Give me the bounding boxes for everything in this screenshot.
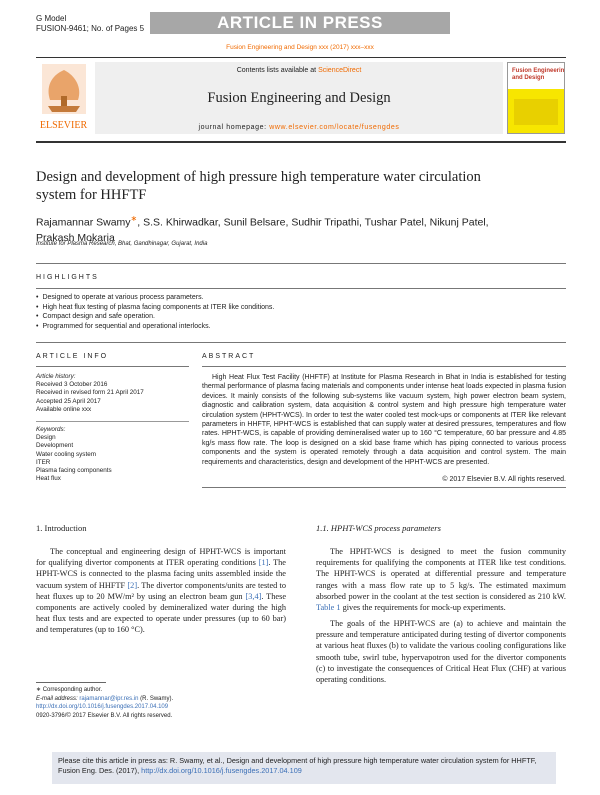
affiliation: Institute for Plasma Research, Bhat, Gandhinagar, Gujarat, India xyxy=(36,241,208,247)
journal-homepage xyxy=(95,124,503,131)
divider xyxy=(202,487,566,488)
list-item: • Compact design and safe operation. xyxy=(36,312,566,322)
corresponding-author-note: ∗ Corresponding author. xyxy=(36,687,103,693)
email-link[interactable]: rajamannar@ipr.res.in xyxy=(79,695,139,702)
article-history xyxy=(36,373,191,414)
article-in-press-banner: ARTICLE IN PRESS xyxy=(150,12,450,34)
abstract-text: High Heat Flux Test Facility (HHFTF) at Institute for Plasma Research in Bhat in India is established for testing thermal performance of plasma facing materials and components under intense heat loads expected in plasma fusion devices. It mainly consists of the following sub-systems like vacuum system, high power electron beam system, diagnostic and calibration system, data acquisition & control system and high pressure high temperature water circulation system (HPHT-WCS). In order to test the water cooled test mock-ups or components at ITER like relevant parameters in HHFTF, HPHT-WCS is established that can supply water at desired pressures, temperatures and flow rates. HPHT-WCS, is capable of providing demineralised water up to 160 °C temperature, 60 bar pressure and 4.85 kg/s mass flow rate. The loop is designed on a skid base frame which has piping connected to various process components and the system is operated remotely through a data acquisition and control system. The main requirements and characteristics, design and development of the HPHT-WCS are presented. xyxy=(202,374,566,466)
divider xyxy=(36,57,566,58)
history-item: Received 3 October 2016 xyxy=(36,381,108,389)
keywords xyxy=(36,426,191,483)
corresponding-mark[interactable]: ∗ xyxy=(130,214,138,223)
keyword: Plasma facing components xyxy=(36,467,112,475)
divider xyxy=(36,421,189,422)
divider xyxy=(36,342,566,343)
section-heading-introduction: 1. Introduction xyxy=(36,523,87,533)
process-paragraph-2: The goals of the HPHT-WCS are (a) to achieve and maintain the pressure and temperature anticipated during testing of divertor components at various heat fluxes (b) to validate the various cooling configurations like smooth tube, swirl tube, hypervapotron used for the divertor components (c) to investigate the consequences of Critical Heat Flux (CHF) at various operating conditions. xyxy=(316,619,566,685)
list-item: • Designed to operate at various process parameters. xyxy=(36,293,566,303)
divider xyxy=(36,288,566,289)
text-run: gives the requirements for mock-up experiments. xyxy=(340,603,506,613)
journal-reference[interactable]: Fusion Engineering and Design xxx (2017) xxx–xxx xyxy=(226,44,374,51)
email-label: E-mail address: xyxy=(36,695,78,702)
history-item: Accepted 25 April 2017 xyxy=(36,397,101,405)
article-info-heading: ARTICLE INFO xyxy=(36,353,109,360)
page-count: No. of Pages 5 xyxy=(91,24,145,33)
citation-link[interactable]: [3,4] xyxy=(245,591,262,601)
article-id: FUSION-9461; xyxy=(36,24,89,33)
citation-box xyxy=(52,752,556,784)
keyword: Design xyxy=(36,434,56,442)
section-heading-process-parameters: 1.1. HPHT-WCS process parameters xyxy=(316,523,441,533)
abstract-copyright: © 2017 Elsevier B.V. All rights reserved. xyxy=(442,476,566,483)
list-item: • High heat flux testing of plasma facing components at ITER like conditions. xyxy=(36,303,566,313)
text-run: . The HPHT-WCS is connected to the plasma facing units assembled inside the vacuum system of HHFTF xyxy=(36,558,286,590)
header-meta xyxy=(36,14,144,34)
abstract-heading: ABSTRACT xyxy=(202,353,256,360)
citation-doi-link[interactable]: http://dx.doi.org/10.1016/j.fusengdes.2017.04.109 xyxy=(141,766,302,775)
intro-paragraph xyxy=(36,546,286,636)
citation-link[interactable]: [2] xyxy=(127,580,138,590)
gmodel-label: G Model xyxy=(36,14,67,23)
divider xyxy=(202,366,566,367)
sciencedirect-link[interactable]: ScienceDirect xyxy=(318,67,362,74)
svg-text:Fusion Engineering and D: Fusion Engineering and Design xyxy=(512,68,564,81)
keyword: Development xyxy=(36,442,74,450)
footnote-divider xyxy=(36,682,106,683)
footnotes xyxy=(36,686,296,720)
citation-text: Please cite this article in press as: R. Swamy, et al., Design and development of high pressure high temperature water circulation system for HHFTF, Fusion Eng. Des. (2017), xyxy=(58,756,537,775)
doi-link[interactable]: http://dx.doi.org/10.1016/j.fusengdes.2017.04.109 xyxy=(36,704,169,710)
issn-line: 0920-3796/© 2017 Elsevier B.V. All rights reserved. xyxy=(36,712,173,719)
history-item: Available online xxx xyxy=(36,405,92,413)
list-item: • Programmed for sequential and operational interlocks. xyxy=(36,322,566,332)
highlights-list xyxy=(36,293,566,331)
article-title: Design and development of high pressure high temperature water circulation system for HHFTF xyxy=(36,169,481,203)
contents-line xyxy=(95,67,503,74)
keywords-label: Keywords: xyxy=(36,426,66,433)
coauthors: , S.S. Khirwadkar, Sunil Belsare, Sudhir Tripathi, Tushar Patel, Nikunj Patel, Prakash Mokaria xyxy=(36,216,489,244)
text-run: . These components are actively cooled by demineralized water during the high heat flux tests and are expected to operate under pressures (up to 60 bar) and temperatures (up to 160 °C). xyxy=(36,591,286,635)
homepage-label: journal homepage: xyxy=(198,124,267,131)
keyword: Heat flux xyxy=(36,475,61,483)
keyword: Water cooling system xyxy=(36,450,96,458)
highlights-heading: HIGHLIGHTS xyxy=(36,274,99,281)
first-author[interactable]: Rajamannar Swamy xyxy=(36,216,131,229)
homepage-link[interactable]: www.elsevier.com/locate/fusengdes xyxy=(269,124,400,131)
divider xyxy=(36,263,566,264)
journal-cover xyxy=(507,62,565,134)
text-run: The HPHT-WCS is designed to meet the fusion community requirements for qualifying the components at ITER like test conditions. The HPHT-WCS is operated at differential pressure and temperature ranges with a mass flow rate up to 5 kg/s. The estimated maximum absorbed power in the coolant at the test section is considered as 210 kW. xyxy=(316,547,566,601)
publisher-name: ELSEVIER xyxy=(39,120,88,131)
citation-link[interactable]: [1] xyxy=(258,558,269,568)
keyword: ITER xyxy=(36,458,51,466)
text-run: The conceptual and engineering design of HPHT-WCS is important for qualifying divertor components at ITER operating conditions xyxy=(36,547,286,568)
history-label: Article history: xyxy=(36,373,76,380)
masthead-divider xyxy=(36,141,566,143)
text-run: . The divertor components/units are tested to heat fluxes up to 20 MW/m² by using an electron beam gun xyxy=(36,580,286,601)
journal-title: Fusion Engineering and Design xyxy=(207,90,391,106)
contents-prefix: Contents lists available at xyxy=(236,67,317,74)
email-suffix: (R. Swamy). xyxy=(138,695,174,702)
history-item: Received in revised form 21 April 2017 xyxy=(36,389,144,397)
process-paragraph-1 xyxy=(316,546,566,613)
divider xyxy=(36,366,189,367)
table-link[interactable]: Table 1 xyxy=(316,603,341,613)
elsevier-logo xyxy=(36,62,91,134)
